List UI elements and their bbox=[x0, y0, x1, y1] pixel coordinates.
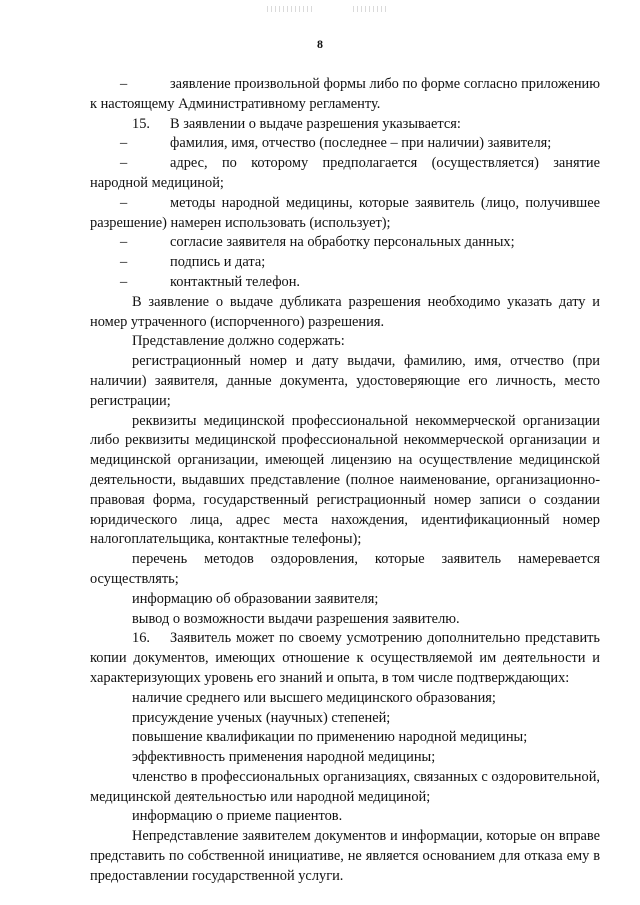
dash-marker: – bbox=[120, 135, 128, 152]
paragraph-number: 15. bbox=[132, 115, 150, 132]
dash-marker: – bbox=[120, 254, 128, 271]
dash-marker: – bbox=[120, 155, 128, 172]
paragraph-text: В заявлении о выдаче разрешения указывается: bbox=[170, 115, 461, 132]
list-item bbox=[90, 233, 600, 253]
list-item-text: согласие заявителя на обработку персональных данных; bbox=[170, 234, 515, 251]
paragraph: наличие среднего или высшего медицинского образования; bbox=[132, 689, 496, 706]
scan-artifact bbox=[267, 6, 315, 12]
list-item bbox=[90, 154, 600, 194]
scan-artifact bbox=[353, 6, 387, 12]
list-item bbox=[90, 273, 600, 293]
list-item bbox=[90, 75, 600, 115]
list-item bbox=[90, 194, 600, 234]
list-item-text: фамилия, имя, отчество (последнее – при наличии) заявителя; bbox=[170, 135, 552, 152]
list-item bbox=[90, 134, 600, 154]
paragraph: информацию об образовании заявителя; bbox=[132, 590, 379, 607]
paragraph: регистрационный номер и дату выдачи, фамилию, имя, отчество (при наличии) заявителя, данные документа, удостоверяющие его личность, место регистрации; bbox=[90, 353, 600, 409]
list-item-text: методы народной медицины, которые заявитель (лицо, получившее разрешение) намерен использовать (использует); bbox=[90, 194, 600, 231]
paragraph-text: Заявитель может по своему усмотрению дополнительно представить копии документов, имеющих отношение к осуществляемой им деятельности и характеризующих уровень его знаний и опыта, в том числе подтверждающих: bbox=[90, 630, 600, 686]
paragraph: Представление должно содержать: bbox=[132, 333, 345, 350]
list-item-text: адрес, по которому предполагается (осуществляется) занятие народной медициной; bbox=[90, 155, 600, 191]
paragraph: В заявление о выдаче дубликата разрешения необходимо указать дату и номер утраченного (испорченного) разрешения. bbox=[90, 293, 600, 330]
document-body bbox=[90, 75, 600, 887]
paragraph-15 bbox=[90, 115, 600, 135]
paragraph: повышение квалификации по применению народной медицины; bbox=[132, 729, 528, 746]
list-item-text: заявление произвольной формы либо по форме согласно приложению к настоящему Административному регламенту. bbox=[90, 76, 600, 112]
paragraph: присуждение ученых (научных) степеней; bbox=[132, 709, 391, 726]
paragraph-number: 16. bbox=[132, 630, 150, 647]
dash-marker: – bbox=[120, 234, 128, 251]
paragraph: вывод о возможности выдачи разрешения заявителю. bbox=[132, 610, 460, 627]
paragraph: перечень методов оздоровления, которые заявитель намеревается осуществлять; bbox=[90, 551, 600, 587]
dash-marker: – bbox=[120, 273, 128, 290]
paragraph: членство в профессиональных организациях, связанных с оздоровительной, медицинской деятельностью или народной медициной; bbox=[90, 768, 600, 805]
paragraph: реквизиты медицинской профессиональной некоммерческой организации либо реквизиты медицинской профессиональной некоммерческой организации и медицинской организации, имеющей лицензию на осуществление медицинской деятельности, выдавших представление (полное наименование, организационно-правовая форма, государственный регистрационный номер записи о создании юридического лица, адрес места нахождения, идентификационный номер налогоплательщика, контактные телефоны); bbox=[90, 412, 600, 548]
paragraph: информацию о приеме пациентов. bbox=[132, 808, 343, 825]
list-item-text: подпись и дата; bbox=[170, 254, 266, 271]
list-item bbox=[90, 253, 600, 273]
paragraph-16 bbox=[90, 629, 600, 688]
paragraph: эффективность применения народной медицины; bbox=[132, 749, 436, 766]
dash-marker: – bbox=[120, 194, 128, 211]
list-item-text: контактный телефон. bbox=[170, 273, 301, 290]
dash-marker: – bbox=[120, 76, 128, 92]
page-number: 8 bbox=[317, 37, 323, 51]
paragraph: Непредставление заявителем документов и информации, которые он вправе представить по собственной инициативе, не является основанием для отказа ему в предоставлении государственной услуги. bbox=[90, 828, 600, 884]
